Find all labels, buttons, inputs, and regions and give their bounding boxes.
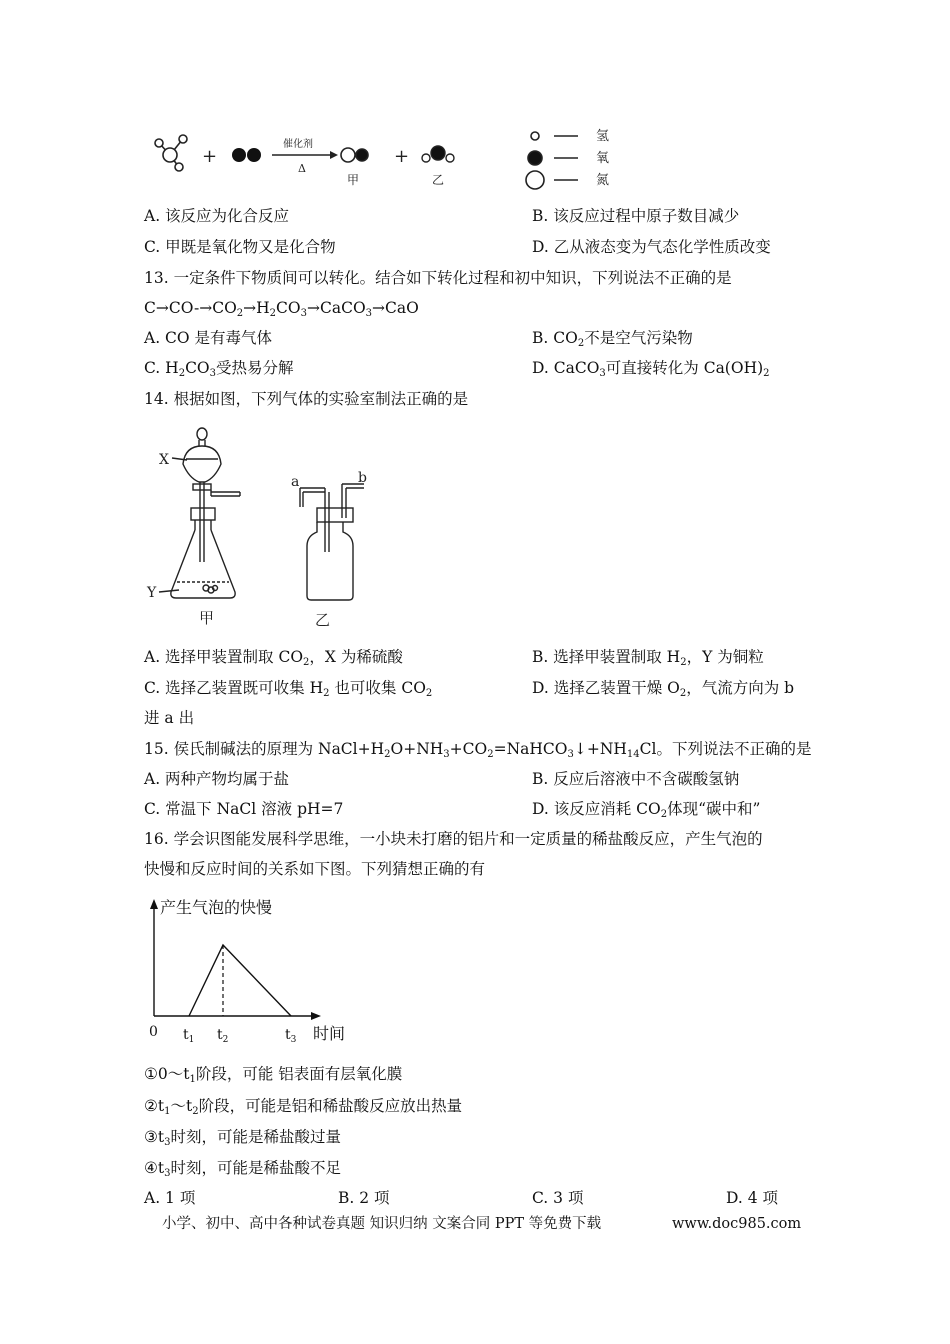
product-yi-label: 乙 [432, 173, 445, 187]
q16-statement-1: $①0\sim t_1$阶段，可能 铝表面有层氧化膜 [144, 1065, 403, 1085]
q12-option-d: D. 乙从液态变为气态化学性质改变 [532, 238, 771, 256]
plus-sign: + [202, 146, 218, 167]
q14-option-d: D. 选择乙装置干燥 $O_2$，气流方向为 b [532, 679, 795, 699]
q16-stem-line2: 快慢和反应时间的关系如下图。下列猜想正确的有 [144, 860, 486, 878]
reaction-diagram [150, 122, 650, 192]
q14-option-c: C. 选择乙装置既可收集 $H_2$ 也可收集 $CO_2$ [144, 679, 433, 699]
q14-option-d-cont: 进 a 出 [144, 709, 195, 727]
legend-hydrogen: 氢 [596, 129, 610, 144]
q15-option-a: A. 两种产物均属于盐 [144, 770, 290, 788]
label-x: X [159, 452, 169, 468]
q16-statement-4: $④t_3$时刻，可能是稀盐酸不足 [144, 1159, 342, 1179]
legend-nitrogen: 氮 [596, 173, 610, 188]
q13-stem: 13. 一定条件下物质间可以转化。结合如下转化过程和初中知识，下列说法不正确的是 [144, 269, 732, 287]
label-b: b [358, 470, 367, 486]
q15-option-d: D. 该反应消耗 $CO_2$体现“碳中和” [532, 800, 761, 820]
q15-option-c: C. 常温下 NaCl 溶液 pH=7 [144, 800, 344, 818]
q14-stem: 14. 根据如图，下列气体的实验室制法正确的是 [144, 390, 469, 408]
q16-option-c: C. 3 项 [532, 1189, 584, 1207]
q15-stem: 15. 侯氏制碱法的原理为 $NaCl+H_2O+NH_3+CO_2=NaHCO_3↓+NH_{14}Cl$。下列说法不正确的是 [144, 740, 812, 760]
q13-option-b: B. $CO_2$不是空气污染物 [532, 329, 693, 349]
q16-option-d: D. 4 项 [726, 1189, 779, 1207]
chart-tick-t2: $t_2$ [217, 1027, 229, 1045]
no-molecule [341, 148, 368, 162]
q13-option-a: A. CO 是有毒气体 [144, 329, 273, 347]
h2o-molecule [422, 146, 454, 162]
q16-stem-line1: 16. 学会识图能发展科学思维，一小块未打磨的铝片和一定质量的稀盐酸反应，产生气泡的 [144, 830, 763, 848]
chart-tick-t1: $t_1$ [183, 1027, 195, 1045]
chart-xlabel: 时间 [313, 1024, 346, 1043]
apparatus-diagram [145, 420, 405, 630]
label-a: a [291, 474, 300, 490]
chart-ylabel: 产生气泡的快慢 [160, 898, 273, 917]
legend-oxygen: 氧 [596, 151, 610, 166]
q12-option-a: A. 该反应为化合反应 [144, 207, 290, 225]
q16-option-a: A. 1 项 [144, 1189, 196, 1207]
nh3-molecule [155, 135, 187, 171]
catalyst-label: 催化剂 [283, 139, 313, 150]
q16-statement-2: $②t_1\sim t_2$阶段，可能是铝和稀盐酸反应放出热量 [144, 1097, 463, 1117]
plus-sign: + [394, 146, 410, 167]
heat-label: Δ [298, 162, 306, 175]
label-jia: 甲 [199, 609, 215, 627]
q16-statement-3: $③t_3$时刻，可能是稀盐酸过量 [144, 1128, 342, 1148]
label-yi: 乙 [315, 611, 331, 629]
label-y: Y [147, 585, 157, 601]
bubble-rate-chart [145, 893, 365, 1053]
footer-url[interactable]: www.doc985.com [672, 1216, 802, 1232]
q14-option-a: A. 选择甲装置制取 $CO_2$，X 为稀硫酸 [144, 648, 403, 668]
q13-option-c: C. $H_2CO_3$受热易分解 [144, 359, 294, 379]
q16-option-b: B. 2 项 [338, 1189, 390, 1207]
q15-option-b: B. 反应后溶液中不含碳酸氢钠 [532, 770, 740, 788]
q14-option-b: B. 选择甲装置制取 $H_2$，Y 为铜粒 [532, 648, 764, 668]
q13-chain: $C\to CO-\to CO_2\to H_2CO_3\to CaCO_3\to CaO$ [144, 299, 419, 319]
atom-legend [526, 132, 578, 189]
chart-origin: 0 [149, 1024, 158, 1040]
product-jia-label: 甲 [347, 173, 360, 187]
chart-series-line [189, 945, 291, 1016]
q13-option-d: D. CaCO$_3$可直接转化为 $Ca(OH)_2$ [532, 359, 770, 379]
chart-tick-t3: $t_3$ [285, 1027, 297, 1045]
q12-option-c: C. 甲既是氧化物又是化合物 [144, 238, 336, 256]
o2-molecule [232, 148, 261, 162]
footer-text: 小学、初中、高中各种试卷真题 知识归纳 文案合同 PPT 等免费下载 [162, 1216, 602, 1232]
q12-option-b: B. 该反应过程中原子数目减少 [532, 207, 740, 225]
